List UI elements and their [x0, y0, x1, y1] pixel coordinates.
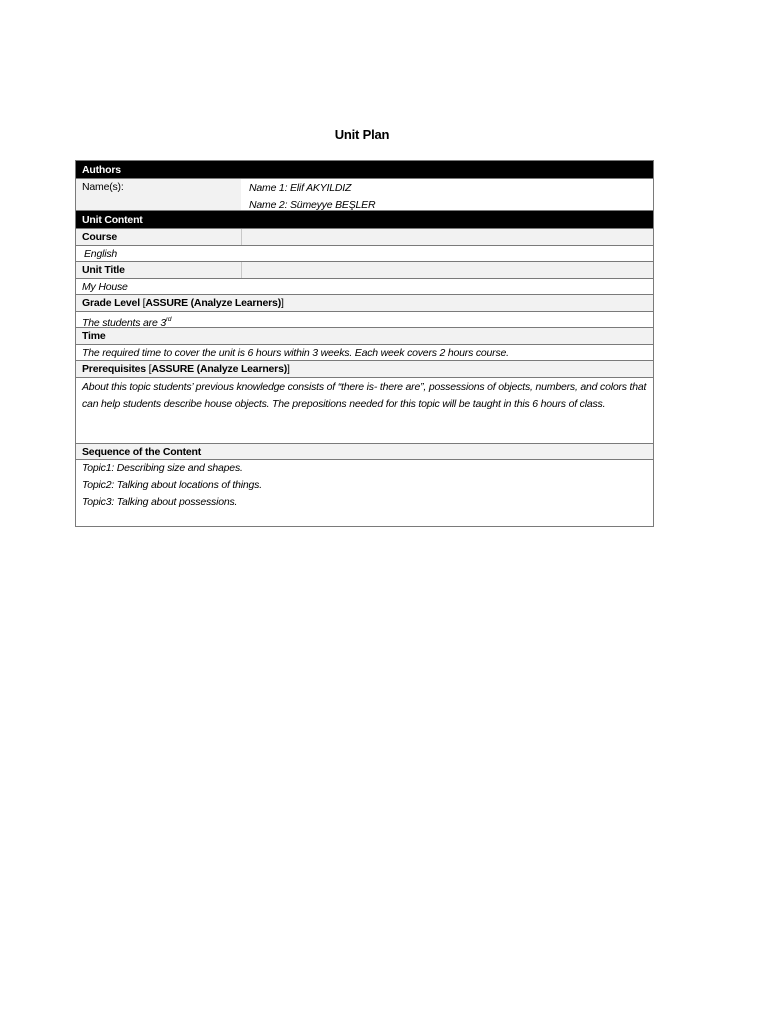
grade-level-ordinal: rd — [165, 315, 172, 323]
authors-header: Authors — [76, 161, 653, 179]
author-name-1: Name 1: Elif AKYILDIZ — [249, 182, 352, 194]
unit-title-value: My House — [76, 279, 653, 296]
grade-level-label-row — [76, 295, 653, 312]
prereq-bracket-close: ] — [287, 363, 290, 375]
page-title: Unit Plan — [334, 127, 390, 142]
unit-content-header: Unit Content — [76, 211, 653, 229]
column-divider — [241, 262, 242, 278]
grade-bracket-close: ] — [281, 297, 284, 309]
prereq-bracket-open: [ — [148, 363, 152, 375]
grade-level-value-row — [76, 312, 653, 329]
grade-assure-label: ASSURE (Analyze Learners) — [145, 297, 281, 309]
column-divider — [241, 229, 242, 245]
sequence-label: Sequence of the Content — [82, 445, 202, 458]
names-row — [76, 179, 653, 211]
time-value: The required time to cover the unit is 6 hours within 3 weeks. Each week covers 2 hours course. — [76, 345, 653, 362]
author-name-2: Name 2: Sümeyye BEŞLER — [249, 198, 376, 211]
topic-item: Topic3: Talking about possessions. — [82, 496, 238, 508]
unit-title-label: Unit Title — [82, 264, 125, 276]
prerequisites-value: About this topic students’ previous knowledge consists of “there is- there are”, possessions of objects, numbers, and colors that can help students describe house objects. The prepositions needed for this topic will be taught in this 6 hours of class. — [76, 378, 653, 444]
sequence-label-row — [76, 444, 653, 461]
unit-plan-table — [75, 160, 654, 527]
names-label: Name(s): — [76, 179, 241, 210]
course-label-row — [76, 229, 653, 246]
grade-bracket-open: [ — [142, 297, 146, 309]
sequence-topics — [76, 460, 653, 526]
names-values — [241, 179, 653, 210]
unit-title-label-row — [76, 262, 653, 279]
course-value: English — [76, 246, 653, 263]
time-label: Time — [82, 330, 106, 342]
grade-level-value: The students are 3 — [82, 316, 166, 329]
grade-level-label: Grade Level — [82, 297, 143, 309]
course-label: Course — [82, 231, 117, 243]
prereq-assure-label: ASSURE (Analyze Learners) — [151, 363, 288, 375]
prerequisites-label: Prerequisites — [82, 363, 149, 375]
prerequisites-label-row — [76, 361, 653, 378]
topic-item: Topic2: Talking about locations of things. — [82, 479, 262, 491]
time-label-row — [76, 328, 653, 345]
topic-item: Topic1: Describing size and shapes. — [82, 462, 243, 474]
